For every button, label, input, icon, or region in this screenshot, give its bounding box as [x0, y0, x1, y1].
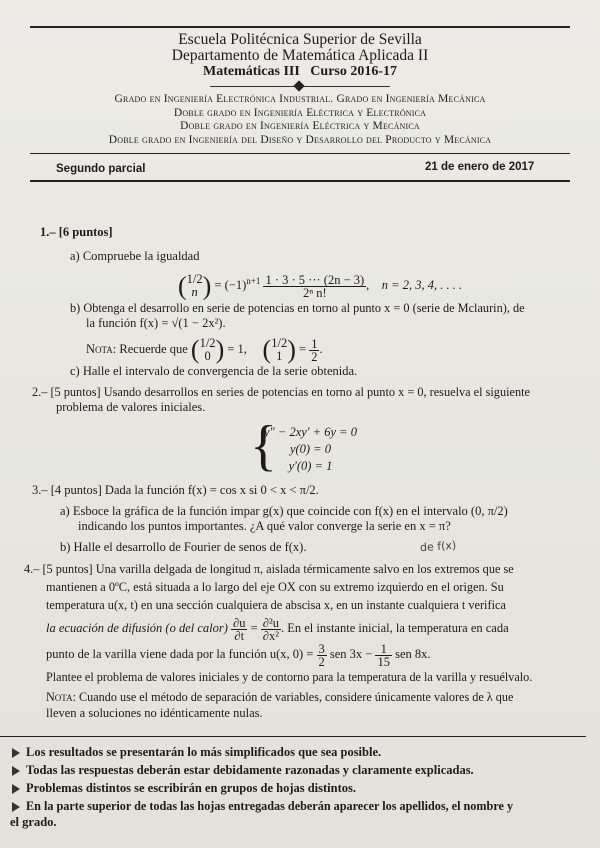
rule-item: En la parte superior de todas las hojas entregadas deberán aparecer los apellidos, el nombre y: [12, 799, 513, 814]
degree-line: Grado en Ingeniería Electrónica Industrial. Grado en Ingeniería Mecánica: [114, 93, 486, 105]
divider-diamond: [293, 80, 304, 91]
q1-b-line2: la función f(x) = √(1 − 2x²).: [86, 316, 226, 330]
formula-exponent: n+1: [246, 276, 261, 286]
q4-line5-mid: sen 3x −: [329, 647, 373, 661]
ivp-eq1: y″ − 2xy′ + 6y = 0: [264, 425, 357, 439]
note-eq1: = 1,: [227, 342, 247, 356]
q4-line1: 4.– [5 puntos] Una varilla delgada de longitud π, aislada térmicamente salvo en los extremos que se: [24, 562, 514, 576]
rule-item: Todas las respuestas deberán estar debidamente razonadas y claramente explicadas.: [12, 763, 474, 778]
dx2: ∂x²: [262, 628, 279, 643]
binom-top: 1/2: [271, 336, 288, 351]
bullet-icon: [12, 748, 20, 758]
bullet-icon: [12, 784, 20, 794]
rule-item-tail: el grado.: [10, 815, 57, 829]
d2u: ∂²u: [262, 615, 279, 630]
ivp-eq3: y′(0) = 1: [288, 459, 333, 473]
note-eq2: =: [299, 342, 307, 356]
top-rule: [30, 26, 570, 28]
rule-item: Problemas distintos se escribirán en grupos de hojas distintos.: [12, 781, 356, 796]
q1-a: a) Compruebe la igualdad: [70, 249, 200, 263]
binom-zero: 0: [204, 349, 211, 364]
handwritten-note: de f(x): [419, 538, 457, 555]
q4-line5-end: sen 8x.: [395, 647, 431, 661]
q4-note-label: Nota:: [46, 690, 76, 704]
du: ∂u: [233, 615, 246, 630]
q3-a-line2: indicando los puntos importantes. ¿A qué valor converge la serie en x = π?: [78, 519, 451, 533]
q4-line5: [46, 640, 431, 668]
rule-item: Los resultados se presentarán lo más simplificados que sea posible.: [12, 745, 381, 760]
dt: ∂t: [234, 628, 245, 643]
q3-a-line1: a) Esboce la gráfica de la función impar g(x) que coincide con f(x) en el intervalo (0, π/2): [60, 504, 508, 518]
school-name: Escuela Politécnica Superior de Sevilla: [178, 31, 422, 48]
half-num: 1: [311, 336, 318, 351]
q4-note: [46, 690, 513, 705]
bullet-icon: [12, 766, 20, 776]
degree-list: [0, 93, 600, 147]
degree-line: Doble grado en Ingeniería Eléctrica y Mecánica: [180, 120, 420, 132]
meta-top-rule: [30, 153, 570, 154]
exam-type: Segundo parcial: [56, 163, 146, 175]
half-den: 2: [311, 349, 318, 364]
q4-line3: temperatura u(x, t) en una sección cualquiera de abscisa x, en un instante cualquiera t verifica: [46, 598, 506, 612]
formula-numerator: 1 · 3 · 5 ··· (2n − 3): [265, 272, 365, 287]
meta-bottom-rule: [30, 180, 570, 182]
coef-den1: 2: [318, 654, 325, 669]
q2-line2: problema de valores iniciales.: [56, 400, 206, 414]
bullet-icon: [12, 802, 20, 812]
binom-top: 1/2: [186, 272, 203, 287]
degree-line: Doble grado en Ingeniería del Diseño y Desarrollo del Producto y Mecánica: [108, 133, 492, 146]
exam-date: 21 de enero de 2017: [425, 161, 535, 173]
binom-one: 1: [276, 349, 283, 364]
q4-line4: la ecuación de difusión (o del calor) $\frac{\partial u}{\partial t}$ = $\frac{\text{∂²u}}{\text{∂x²}}$ . En el instante inicial, la temperatura en cada: [46, 615, 509, 643]
exam-header: [0, 32, 600, 80]
note-label: Nota:: [86, 342, 117, 356]
note-text: Recuerde que: [119, 342, 188, 356]
q4-line6: Plantee el problema de valores iniciales y de contorno para la temperatura de la varilla y resuélvalo.: [46, 670, 533, 684]
q1-b-line1: b) Obtenga el desarrollo en serie de potencias en torno al punto x = 0 (serie de Mclaurin), de: [70, 301, 525, 315]
formula-denominator: 2ⁿ n!: [302, 285, 327, 300]
binom-bottom: n: [191, 285, 198, 300]
degree-line: Doble grado en Ingeniería Eléctrica y Electrónica: [173, 106, 427, 119]
q1-c: c) Halle el intervalo de convergencia de la serie obtenida.: [70, 364, 358, 378]
q1-title: 1.– [6 puntos]: [40, 225, 113, 239]
binom-top: 1/2: [199, 336, 216, 351]
ivp-eq2: y(0) = 0: [289, 442, 331, 456]
coef-den2: 15: [377, 654, 390, 669]
q2-line1: 2.– [5 puntos] Usando desarrollos en series de potencias en torno al punto x = 0, resuelva el siguiente: [32, 385, 531, 399]
coef-num1: 3: [318, 641, 325, 656]
coef-num2: 1: [375, 643, 392, 656]
q1-note: Nota: Recuerde que ( 1/2 0 ) = 1, ( 1/2 1 ) = $\frac{1}{2}$ .: [86, 335, 323, 365]
q4-line2: mantienen a 0ºC, está situada a lo largo del eje OX con su extremo izquierdo en el origen. Su: [46, 580, 504, 594]
formula-condition: n = 2, 3, 4, . . . .: [381, 278, 463, 293]
q3-b: b) Halle el desarrollo de Fourier de senos de f(x).: [60, 540, 307, 554]
formula-rhs: = (−1): [214, 278, 247, 293]
q4-line4-end: . En el instante inicial, la temperatura en cada: [280, 621, 509, 635]
department-name: Departamento de Matemática Aplicada II: [171, 47, 429, 64]
footer-rule: [0, 736, 586, 737]
q4-note-text: Cuando use el método de separación de variables, considere únicamente valores de λ que: [79, 690, 514, 704]
q4-line8: lleven a soluciones no idénticamente nulas.: [46, 706, 263, 720]
q4-line5-start: punto de la varilla viene dada por la función u(x, 0) =: [46, 647, 314, 661]
course-line: Matemáticas III Curso 2016-17: [202, 64, 398, 79]
q3-line1: 3.– [4 puntos] Dada la función f(x) = cos x si 0 < x < π/2.: [32, 483, 319, 497]
system-brace: {: [250, 415, 277, 477]
q1-formula: ( 1/2 n ) = $(-1)^{n+1}$ $\frac{1 \cdot 3 \cdot 5 \cdot\cdot\cdot (2n - 3)}{\text{2ⁿ n!}}$ , n = 2, 3, 4, . . . .: [178, 271, 463, 301]
heat-equation-label: la ecuación de difusión (o del calor): [46, 621, 228, 635]
